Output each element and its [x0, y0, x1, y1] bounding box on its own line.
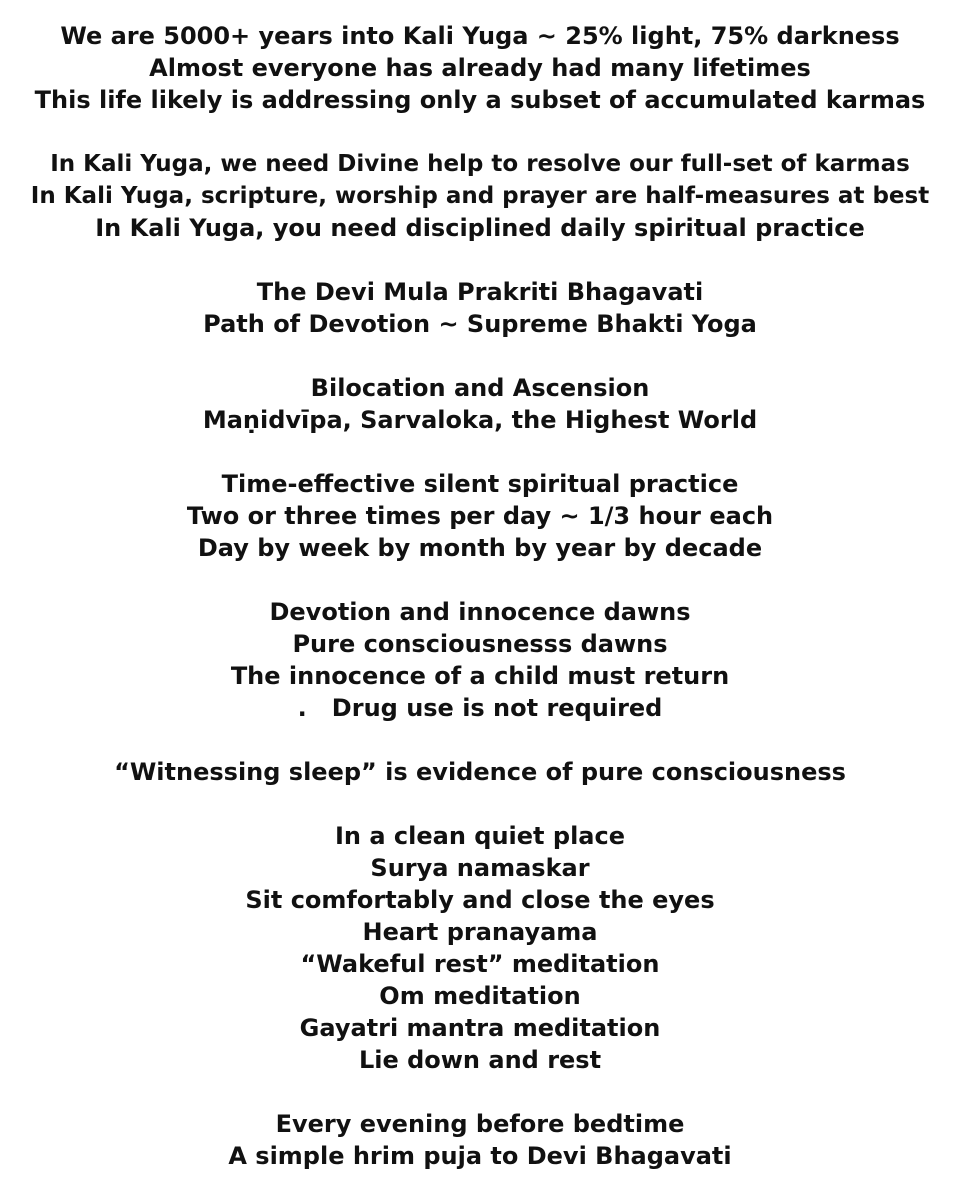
- text-line: Devotion and innocence dawns: [269, 598, 691, 626]
- text-line: We are 5000+ years into Kali Yuga ~ 25% light, 75% darkness: [60, 22, 900, 50]
- text-line: Time-effective silent spiritual practice: [221, 470, 739, 498]
- stanza-evening-puja: [0, 1108, 960, 1172]
- text-line: Maṇidvīpa, Sarvaloka, the Highest World: [202, 406, 758, 434]
- text-line: In Kali Yuga, you need disciplined daily spiritual practice: [95, 214, 865, 242]
- text-line: Every evening before bedtime: [275, 1110, 685, 1138]
- text-line: “Wakeful rest” meditation: [300, 950, 660, 978]
- text-line: The Devi Mula Prakriti Bhagavati: [256, 278, 704, 306]
- stanza-innocence: [0, 596, 960, 724]
- text-line: Day by week by month by year by decade: [197, 534, 763, 562]
- text-line: Bilocation and Ascension: [310, 374, 650, 402]
- text-line: Pure consciousnesss dawns: [292, 630, 668, 658]
- text-line: In a clean quiet place: [335, 822, 625, 850]
- text-line: Lie down and rest: [358, 1046, 602, 1074]
- stanza-practice-steps: [0, 820, 960, 1076]
- document-body: [0, 20, 960, 1204]
- stanza-divine-help: [0, 148, 960, 244]
- text-line: Almost everyone has already had many lifetimes: [149, 54, 811, 82]
- text-line: Sit comfortably and close the eyes: [245, 886, 715, 914]
- stanza-witnessing-sleep: [0, 756, 960, 788]
- text-line: In Kali Yuga, we need Divine help to resolve our full-set of karmas: [50, 151, 910, 177]
- text-line: Path of Devotion ~ Supreme Bhakti Yoga: [203, 310, 757, 338]
- stanza-practice-schedule: [0, 468, 960, 564]
- text-line: A simple hrim puja to Devi Bhagavati: [228, 1142, 732, 1170]
- text-line: . Drug use is not required: [297, 694, 663, 722]
- stanza-ascension: [0, 372, 960, 436]
- text-line: In Kali Yuga, scripture, worship and prayer are half-measures at best: [30, 183, 930, 209]
- stanza-devi: [0, 276, 960, 340]
- text-line: This life likely is addressing only a subset of accumulated karmas: [34, 86, 926, 114]
- text-line: “Witnessing sleep” is evidence of pure consciousness: [114, 758, 846, 786]
- text-line: Om meditation: [379, 982, 581, 1010]
- text-line: Surya namaskar: [370, 854, 590, 882]
- stanza-kali-yuga-intro: [0, 20, 960, 116]
- text-line: Heart pranayama: [362, 918, 598, 946]
- text-line: The innocence of a child must return: [230, 662, 730, 690]
- text-line: Two or three times per day ~ 1/3 hour each: [186, 502, 774, 530]
- text-line: Gayatri mantra meditation: [299, 1014, 661, 1042]
